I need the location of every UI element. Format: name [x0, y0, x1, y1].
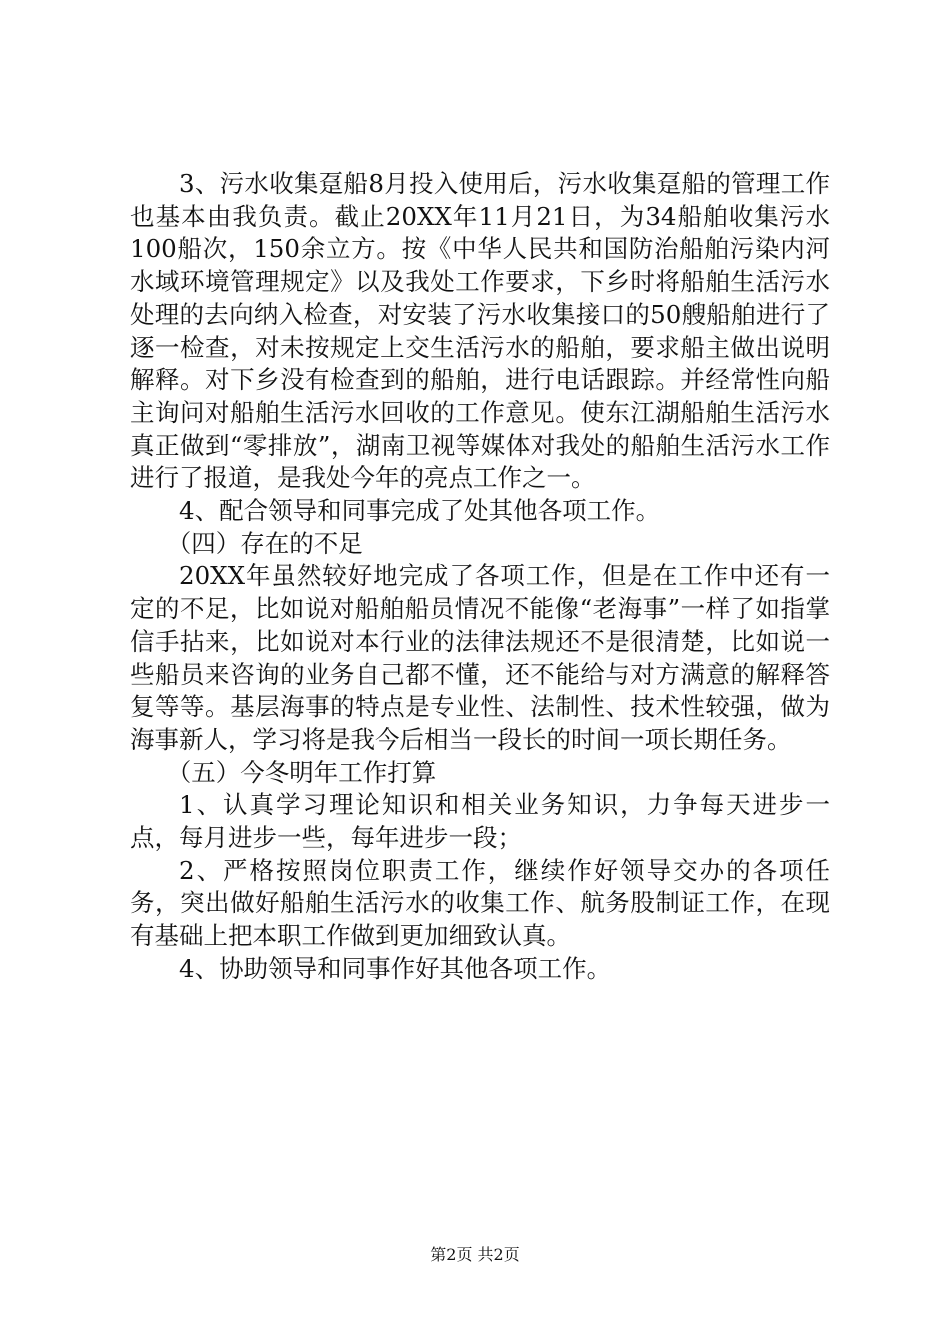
section-heading-plans: （五）今冬明年工作打算 — [166, 757, 437, 787]
paragraph-plan-duties: 2、严格按照岗位职责工作，继续作好领导交办的各项任务，突出做好船舶生活污水的收集工作、航务股制证工作，在现有基础上把本职工作做到更加细致认真。 — [130, 855, 830, 951]
page-number-footer: 第2页 共2页 — [430, 1245, 520, 1264]
paragraph-sewage-collection: 3、污水收集趸船8月投入使用后，污水收集趸船的管理工作也基本由我负责。截止20XX年11月21日，为34船舶收集污水100船次，150余立方。按《中华人民共和国防治船舶污染内河水域环境管理规定》以及我处工作要求，下乡时将船舶生活污水处理的去向纳入检查，对安装了污水收集接口的50艘船舶进行了逐一检查，对未按规定上交生活污水的船舶，要求船主做出说明解释。对下乡没有检查到的船舶，进行电话跟踪。并经常性向船主询问对船舶生活污水回收的工作意见。使东江湖船舶生活污水真正做到“零排放”，湖南卫视等媒体对我处的船舶生活污水工作进行了报道，是我处今年的亮点工作之一。 — [130, 169, 830, 493]
paragraph-shortcomings: 20XX年虽然较好地完成了各项工作，但是在工作中还有一定的不足，比如说对船舶船员情况不能像“老海事”一样了如指掌信手拈来，比如说对本行业的法律法规还不是很清楚，比如说一些船员来咨询的业务自己都不懂，还不能给与对方满意的解释答复等等。基层海事的特点是专业性、法制性、技术性较强，做为海事新人，学习将是我今后相当一段长的时间一项长期任务。 — [130, 561, 830, 754]
paragraph-assist-work: 4、配合领导和同事完成了处其他各项工作。 — [179, 496, 661, 526]
document-body — [130, 168, 830, 986]
paragraph-plan-assist: 4、协助领导和同事作好其他各项工作。 — [179, 953, 612, 983]
section-heading-shortcomings: （四）存在的不足 — [166, 528, 363, 558]
paragraph-plan-study: 1、认真学习理论知识和相关业务知识，力争每天进步一点，每月进步一些，每年进步一段； — [130, 790, 830, 853]
